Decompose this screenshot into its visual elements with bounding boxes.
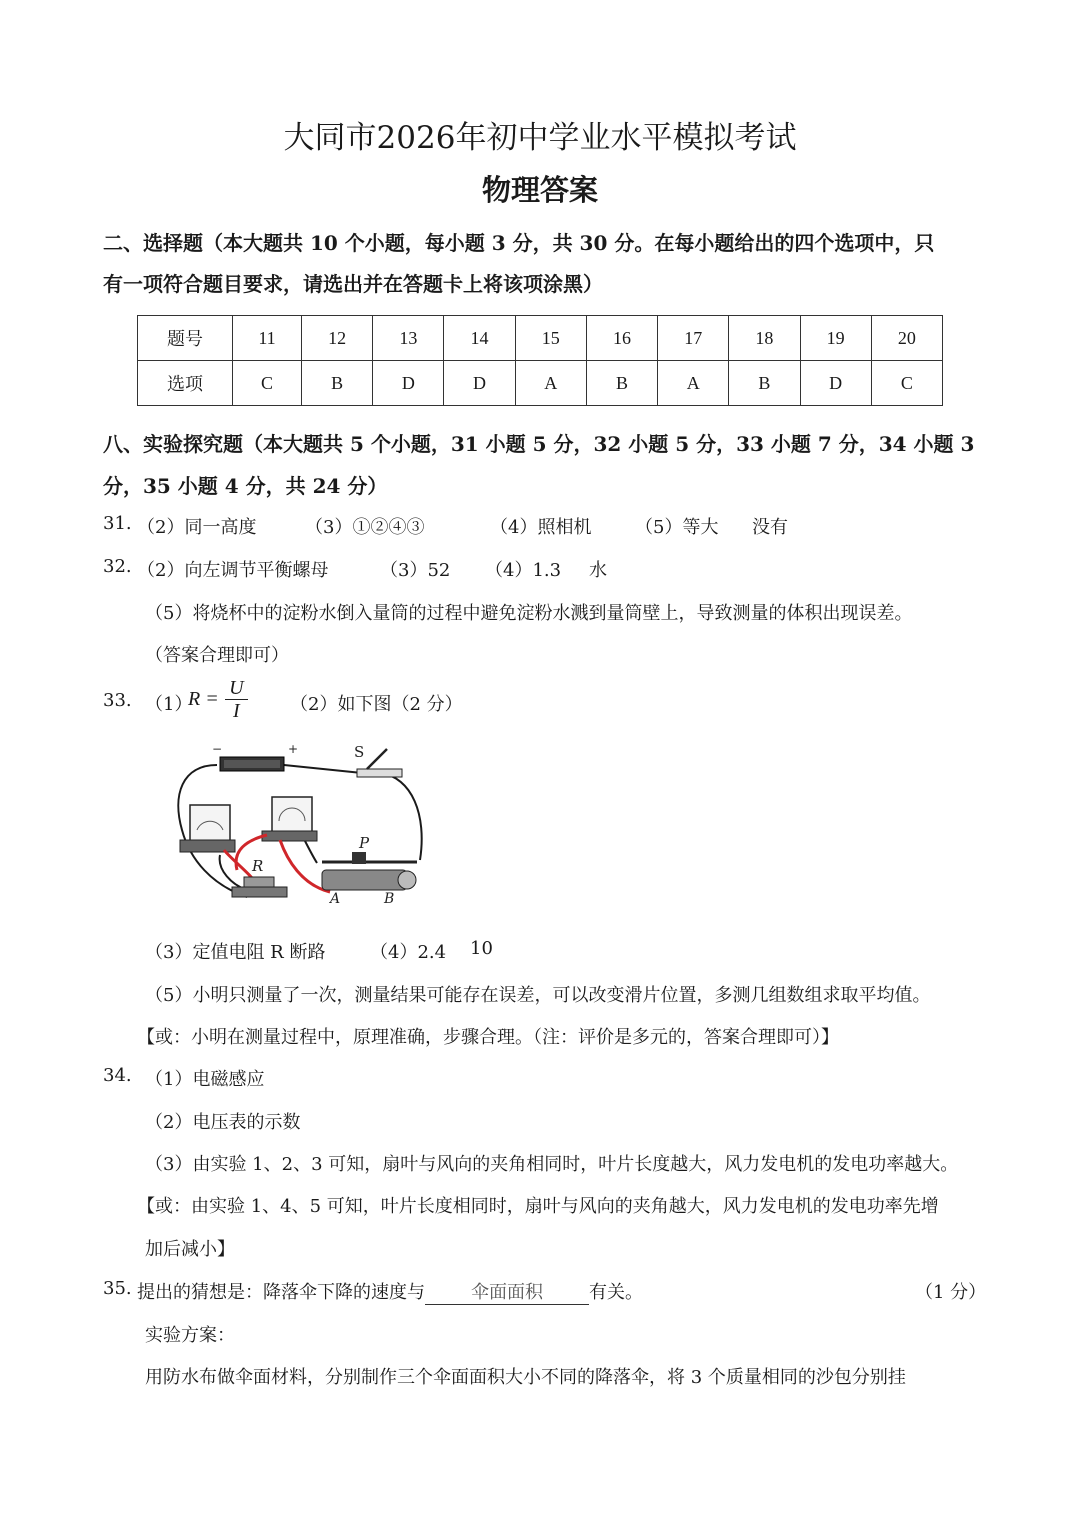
q35-points: （1 分） (915, 1282, 987, 1303)
exam-subtitle: 物理答案 (481, 173, 598, 207)
resistor-icon (232, 877, 287, 897)
table-row-label: 选项 (138, 361, 233, 406)
q35-blank-answer: 伞面面积 (425, 1278, 589, 1305)
formula-numerator: U (225, 677, 247, 700)
table-cell: 17 (658, 316, 729, 361)
q35-prefix: 提出的猜想是：降落伞下降的速度与 (137, 1282, 425, 1303)
table-cell: 20 (871, 316, 942, 361)
table-cell: B (729, 361, 800, 406)
q31-answer-5b: 没有 (752, 517, 788, 538)
switch-label: S (354, 743, 365, 761)
ammeter-icon (262, 797, 317, 841)
red-connection-wires (224, 835, 330, 892)
q33-answer-4: （4）2.4 (370, 942, 447, 963)
table-cell: D (444, 361, 515, 406)
q32-number: 32. (103, 556, 132, 577)
table-cell: D (800, 361, 871, 406)
battery-icon (220, 757, 284, 771)
q35-hypothesis (137, 1278, 643, 1305)
table-cell: B (301, 361, 372, 406)
table-cell: 18 (729, 316, 800, 361)
circuit-diagram (162, 735, 452, 915)
formula-denominator: I (232, 700, 240, 722)
q35-suffix: 有关。 (589, 1282, 643, 1303)
ohms-law-formula (188, 677, 248, 722)
table-cell: 13 (373, 316, 444, 361)
formula-fraction (225, 677, 247, 722)
q35-number: 35. (103, 1278, 132, 1299)
table-cell: 14 (444, 316, 515, 361)
voltmeter-icon (180, 805, 235, 852)
exam-title: 大同市2026年初中学业水平模拟考试 (283, 120, 797, 156)
q33-answer-4b: 10 (470, 938, 493, 959)
q34-alternative-line2: 加后减小】 (145, 1239, 235, 1260)
table-cell: C (871, 361, 942, 406)
table-row-numbers (138, 316, 943, 361)
answer-table (137, 315, 943, 406)
table-cell: 12 (301, 316, 372, 361)
end-a-label: A (330, 891, 341, 907)
q33-answer-2: （2）如下图（2 分） (290, 694, 463, 715)
q34-alternative-line1: 【或：由实验 1、4、5 可知，叶片长度相同时，扇叶与风向的夹角越大，风力发电机的发电功率先增 (137, 1196, 939, 1217)
table-cell: 19 (800, 316, 871, 361)
resistor-label: R (252, 857, 264, 875)
q35-plan-label: 实验方案： (145, 1325, 235, 1346)
table-cell: B (586, 361, 657, 406)
q33-answer-5: （5）小明只测量了一次，测量结果可能存在误差，可以改变滑片位置，多测几组数组求取平均值。 (145, 985, 931, 1006)
slider-label: P (359, 834, 370, 852)
q31-number: 31. (103, 513, 132, 534)
q34-answer-2: （2）电压表的示数 (145, 1112, 301, 1133)
q32-answer-3: （3）52 (380, 560, 451, 581)
section2-heading-line1: 二、选择题（本大题共 10 个小题，每小题 3 分，共 30 分。在每小题给出的四个选项中，只 (103, 231, 935, 255)
q34-answer-1: （1）电磁感应 (145, 1069, 265, 1090)
q31-answer-2: （2）同一高度 (137, 517, 257, 538)
q32-note: （答案合理即可） (145, 645, 289, 666)
q35-plan-line1: 用防水布做伞面材料，分别制作三个伞面面积大小不同的降落伞，将 3 个质量相同的沙包分别挂 (145, 1367, 906, 1388)
q31-answer-5: （5）等大 (635, 517, 719, 538)
rheostat-icon (322, 852, 417, 890)
table-row-label: 题号 (138, 316, 233, 361)
q31-answer-4: （4）照相机 (490, 517, 592, 538)
table-cell: A (515, 361, 586, 406)
table-cell: 11 (233, 316, 302, 361)
q31-answer-3: （3）①②④③ (305, 517, 425, 538)
table-row-answers (138, 361, 943, 406)
table-cell: 16 (586, 316, 657, 361)
q33-answer-1-label: （1） (145, 694, 193, 715)
section8-heading-line1: 八、实验探究题（本大题共 5 个小题，31 小题 5 分，32 小题 5 分，33 小题 7 分，34 小题 3 (103, 432, 975, 456)
table-cell: D (373, 361, 444, 406)
end-b-label: B (384, 891, 395, 907)
q32-answer-4b: 水 (589, 560, 607, 581)
q32-answer-2: （2）向左调节平衡螺母 (137, 560, 329, 581)
battery-plus: + (288, 742, 299, 756)
table-cell: A (658, 361, 729, 406)
battery-minus: − (212, 742, 223, 756)
q33-answer-3: （3）定值电阻 R 断路 (145, 942, 326, 963)
q34-answer-3: （3）由实验 1、2、3 可知，扇叶与风向的夹角相同时，叶片长度越大，风力发电机的发电功率越大。 (145, 1154, 959, 1175)
q33-alternative: 【或：小明在测量过程中，原理准确，步骤合理。（注：评价是多元的，答案合理即可）】 (137, 1027, 839, 1048)
q34-number: 34. (103, 1065, 132, 1086)
section8-heading-line2: 分，35 小题 4 分，共 24 分） (103, 474, 388, 498)
q32-answer-5: （5）将烧杯中的淀粉水倒入量筒的过程中避免淀粉水溅到量筒壁上，导致测量的体积出现误差。 (145, 603, 913, 624)
q33-number: 33. (103, 690, 132, 711)
q32-answer-4: （4）1.3 (485, 560, 562, 581)
table-cell: 15 (515, 316, 586, 361)
formula-lhs: R = (188, 688, 219, 710)
section2-heading-line2: 有一项符合题目要求，请选出并在答题卡上将该项涂黑） (103, 272, 603, 296)
table-cell: C (233, 361, 302, 406)
